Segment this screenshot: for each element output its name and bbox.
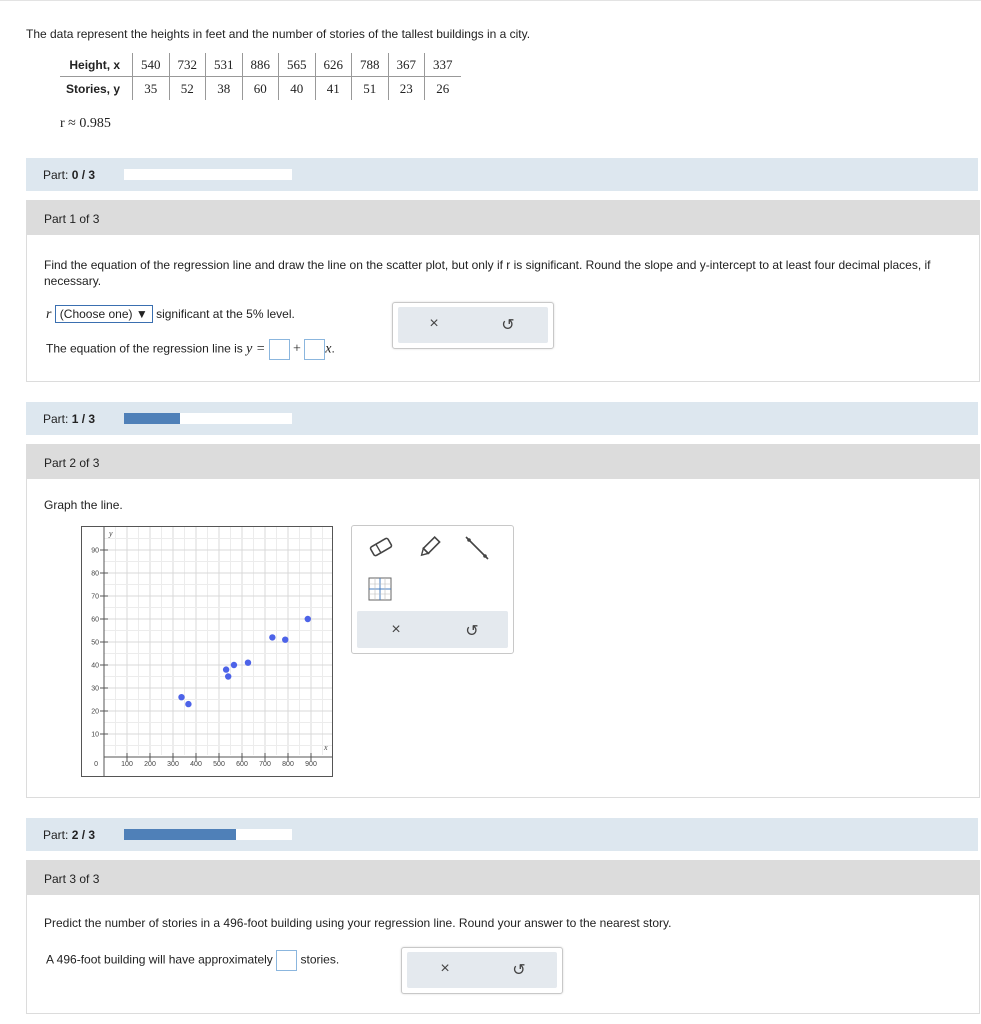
close-icon: ×	[440, 960, 450, 977]
y-tick-label: 90	[91, 547, 99, 555]
part1-title: Part 1 of 3	[44, 212, 100, 226]
row-label-stories: Stories, y	[66, 81, 121, 96]
progress-label: Part: 2 / 3	[43, 828, 96, 842]
undo-button[interactable]	[508, 960, 530, 980]
data-point	[178, 694, 184, 700]
table-cell: 886	[242, 53, 279, 77]
y-tick-label: 80	[91, 570, 99, 578]
part3-header	[27, 861, 979, 895]
progress-label: Part: 1 / 3	[43, 412, 96, 426]
grid-toggle-icon[interactable]	[367, 576, 393, 602]
part1-header	[27, 201, 979, 235]
table-cell: 732	[169, 53, 206, 77]
part3-controls	[401, 947, 563, 994]
table-cell: 565	[279, 53, 316, 77]
equation-y: y =	[246, 341, 266, 357]
stories-input[interactable]	[276, 950, 297, 971]
equation-prefix: The equation of the regression line is	[46, 341, 243, 356]
close-icon: ×	[391, 621, 401, 638]
r-symbol: r	[46, 307, 52, 322]
pencil-icon[interactable]	[416, 534, 442, 560]
table-cell: 41	[315, 77, 352, 101]
clear-button[interactable]	[423, 315, 445, 333]
table-cell: 23	[388, 77, 425, 101]
x-tick-label: 100	[121, 761, 133, 768]
y-tick-label: 70	[91, 593, 99, 601]
table-cell: 540	[133, 53, 170, 77]
plus-sign: +	[293, 341, 301, 357]
slope-input[interactable]	[304, 339, 325, 360]
intercept-input[interactable]	[269, 339, 290, 360]
close-icon: ×	[429, 315, 439, 332]
undo-icon: ↺	[465, 623, 479, 640]
undo-button[interactable]	[497, 315, 519, 335]
line-tool-icon[interactable]	[463, 534, 491, 562]
x-tick-label: 300	[167, 761, 179, 768]
answer-row	[46, 950, 339, 971]
data-point	[223, 666, 229, 672]
equation-period: .	[331, 341, 335, 356]
progress-fill	[124, 829, 236, 840]
undo-icon: ↺	[501, 317, 515, 334]
table-cell: 51	[352, 77, 389, 101]
table-cell: 337	[425, 53, 461, 77]
y-tick-label: 10	[91, 731, 99, 739]
clear-button[interactable]	[434, 960, 456, 978]
y-tick-label: 20	[91, 708, 99, 716]
part2-instruction: Graph the line.	[44, 498, 123, 512]
answer-prefix: A 496-foot building will have approximately	[46, 952, 273, 967]
scatter-plot[interactable]	[81, 526, 333, 777]
table-cell: 40	[279, 77, 316, 101]
dropdown-arrow-icon: ▼	[135, 307, 148, 321]
table-cell: 788	[352, 53, 389, 77]
row-label-height: Height, x	[60, 53, 133, 77]
part3-controls-inner	[407, 952, 557, 988]
y-tick-label: 50	[91, 639, 99, 647]
data-point	[245, 660, 251, 666]
significance-row	[46, 305, 295, 323]
x-tick-label: 600	[236, 761, 248, 768]
progress-fill	[124, 413, 180, 424]
answer-suffix: stories.	[300, 952, 340, 967]
table-cell: 38	[206, 77, 243, 101]
progress-bar-part-0	[26, 158, 978, 191]
x-tick-label: 500	[213, 761, 225, 768]
progress-bar-part-1	[26, 402, 978, 435]
y-tick-label: 60	[91, 616, 99, 624]
significance-dropdown[interactable]	[55, 305, 153, 323]
x-tick-label: 200	[144, 761, 156, 768]
y-tick-label: 30	[91, 685, 99, 693]
table-cell: 626	[315, 53, 352, 77]
data-point	[225, 673, 231, 679]
graph-undo-button[interactable]	[461, 621, 483, 641]
data-point	[269, 634, 275, 640]
table-cell: 60	[242, 77, 279, 101]
part1-controls-inner	[398, 307, 548, 343]
table-row-stories	[60, 77, 461, 101]
table-row-height	[60, 53, 461, 77]
equation-x: x	[325, 341, 332, 357]
table-cell: 367	[388, 53, 425, 77]
part1-controls	[392, 302, 554, 349]
significance-text: significant at the 5% level.	[156, 307, 295, 321]
progress-bar-part-2	[26, 818, 978, 851]
top-divider	[0, 0, 981, 1]
graph-controls-inner	[357, 611, 508, 648]
eraser-icon[interactable]	[367, 536, 395, 558]
x-tick-label: 700	[259, 761, 271, 768]
origin-label: 0	[94, 761, 98, 768]
undo-icon: ↺	[512, 962, 526, 979]
scatter-plot-svg[interactable]	[82, 527, 332, 776]
y-tick-label: 40	[91, 662, 99, 670]
part3-card	[26, 860, 980, 1014]
progress-label: Part: 0 / 3	[43, 168, 96, 182]
data-point	[185, 701, 191, 707]
y-axis-label: y	[109, 529, 113, 538]
progress-track	[124, 413, 292, 424]
x-axis-label: x	[324, 743, 328, 752]
table-cell: 35	[133, 77, 170, 101]
data-point	[231, 662, 237, 668]
part1-instruction: Find the equation of the regression line and draw the line on the scatter plot, but only if r is significant. Round the slope and y-intercept to at least four decimal places, if necessary.	[44, 258, 931, 288]
x-tick-label: 900	[305, 761, 317, 768]
progress-track	[124, 169, 292, 180]
graph-toolbox	[351, 525, 514, 654]
data-table	[60, 53, 461, 100]
part2-header	[27, 445, 979, 479]
dropdown-value: (Choose one)	[59, 307, 133, 321]
data-point	[305, 616, 311, 622]
progress-track	[124, 829, 292, 840]
part3-instruction: Predict the number of stories in a 496-foot building using your regression line. Round your answer to the nearest story.	[44, 916, 672, 930]
part2-title: Part 2 of 3	[44, 456, 100, 470]
graph-clear-button[interactable]	[385, 621, 407, 639]
correlation-value: r ≈ 0.985	[60, 116, 111, 131]
problem-intro: The data represent the heights in feet and the number of stories of the tallest buildings in a city.	[26, 27, 531, 41]
table-cell: 26	[425, 77, 461, 101]
x-tick-label: 800	[282, 761, 294, 768]
data-point	[282, 637, 288, 643]
part3-title: Part 3 of 3	[44, 872, 100, 886]
table-cell: 531	[206, 53, 243, 77]
part1-card	[26, 200, 980, 382]
equation-row	[46, 339, 335, 360]
x-tick-label: 400	[190, 761, 202, 768]
table-cell: 52	[169, 77, 206, 101]
